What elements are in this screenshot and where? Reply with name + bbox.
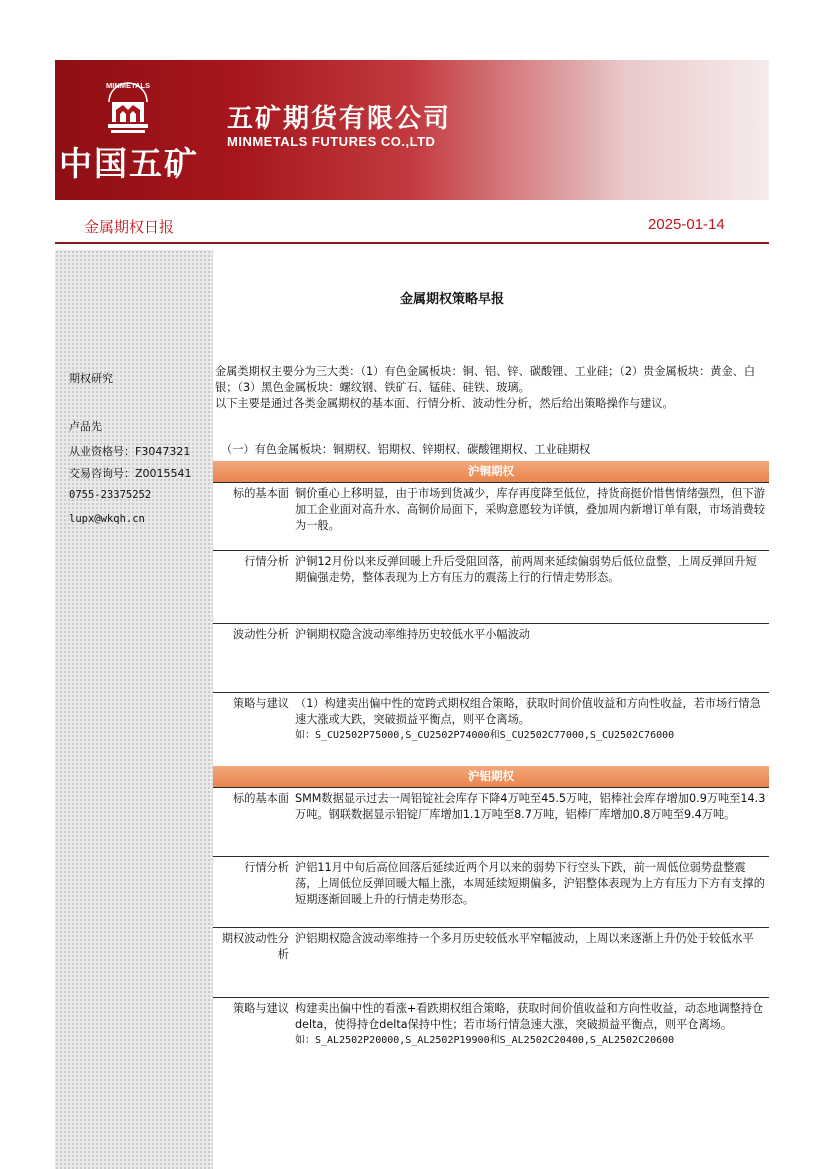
- intro-text: [215, 364, 771, 412]
- row-label: 策略与建议: [233, 697, 289, 710]
- row-text: [295, 1001, 767, 1049]
- intro-paragraph: 金属类期权主要分为三大类：（1）有色金属板块：铜、铝、锌、碳酸锂、工业硅；（2）贵金属板块：黄金、白银；（3）黑色金属板块：螺纹钢、铁矿石、锰硅、硅铁、玻璃。: [215, 365, 756, 394]
- strategy-codes: 如：S_AL2502P20000,S_AL2502P19900和S_AL2502C20400,S_AL2502C20600: [295, 1035, 675, 1046]
- row-text: 铜价重心上移明显，由于市场到货减少，库存再度降至低位，持货商挺价惜售情绪强烈，但下游加工企业面对高升水、高铜价局面下，采购意愿较为详慎，叠加周内新增订单有限，市场消费较为一般。: [295, 487, 765, 532]
- consulting-number: 交易咨询号：Z0015541: [69, 467, 192, 480]
- row-text: 沪铝期权隐含波动率维持一个多月历史较低水平窄幅波动，上周以来逐渐上升仍处于较低水平: [295, 932, 754, 945]
- qualification-number: 从业资格号：F3047321: [69, 445, 191, 458]
- company-name-cn: 五矿期货有限公司: [227, 104, 452, 134]
- report-type: 金属期权日报: [84, 218, 175, 236]
- company-name-en: MINMETALS FUTURES CO.,LTD: [227, 134, 436, 149]
- row-text: 沪铜12月份以来反弹回暖上升后受阻回落，前两周来延续偏弱势后低位盘整，上周反弹回升短期偏强走势，整体表现为上方有压力的震荡上行的行情走势形态。: [295, 555, 757, 584]
- analyst-email[interactable]: lupx@wkqh.cn: [69, 513, 145, 525]
- row-text: 沪铝11月中旬后高位回落后延续近两个月以来的弱势下行空头下跌，前一周低位弱势盘整震荡，上周低位反弹回暖大幅上涨，本周延续短期偏多，沪铝整体表现为上方有压力下方有支撑的短期逐渐回暖上升的行情走势形态。: [295, 861, 765, 906]
- row-label: 标的基本面: [233, 487, 289, 500]
- copper-market-row: [213, 550, 769, 584]
- aluminum-volatility-row: [213, 927, 769, 961]
- research-category: 期权研究: [69, 372, 113, 385]
- row-label: 期权波动性分析: [221, 932, 289, 961]
- row-label: 行情分析: [244, 861, 289, 874]
- report-date: 2025-01-14: [648, 216, 725, 233]
- aluminum-options-header: 沪铝期权: [213, 766, 769, 787]
- copper-volatility-row: [213, 623, 769, 641]
- analyst-sidebar: [55, 250, 213, 1169]
- copper-fundamentals-row: [213, 482, 769, 532]
- aluminum-market-row: [213, 856, 769, 906]
- aluminum-fundamentals-row: [213, 787, 769, 821]
- row-text: 沪铜期权隐含波动率维持历史较低水平小幅波动: [295, 628, 530, 641]
- copper-strategy-row: [213, 692, 769, 741]
- strategy-text: （1）构建卖出偏中性的宽跨式期权组合策略，获取时间价值收益和方向性收益，若市场行情急速大涨或大跌，突破损益平衡点，则平仓离场。: [295, 697, 761, 726]
- row-label: 策略与建议: [233, 1002, 289, 1015]
- header-banner: [55, 60, 769, 200]
- strategy-codes: 如：S_CU2502P75000,S_CU2502P74000和S_CU2502C77000,S_CU2502C76000: [295, 730, 675, 741]
- row-label: 标的基本面: [233, 792, 289, 805]
- row-label: 波动性分析: [233, 628, 289, 641]
- minmetals-logo-icon: [99, 74, 157, 134]
- brand-name: 中国五矿: [59, 144, 199, 183]
- document-title: 金属期权策略早报: [400, 292, 505, 307]
- intro-paragraph: 以下主要是通过各类金属期权的基本面、行情分析、波动性分析，然后给出策略操作与建议。: [215, 397, 674, 410]
- row-text: [295, 696, 767, 744]
- analyst-phone: 0755-23375252: [69, 489, 152, 501]
- section-heading: （一）有色金属板块：铜期权、铝期权、锌期权、碳酸锂期权、工业硅期权: [221, 443, 591, 456]
- row-text: SMM数据显示过去一周铝锭社会库存下降4万吨至45.5万吨，铝棒社会库存增加0.9万吨至14.3万吨。钢联数据显示铝锭厂库增加1.1万吨至8.7万吨，铝棒厂库增加0.8万吨至9.4万吨。: [295, 792, 766, 821]
- aluminum-strategy-row: [213, 997, 769, 1046]
- strategy-text: 构建卖出偏中性的看涨+看跌期权组合策略，获取时间价值收益和方向性收益，动态地调整持仓delta，使得持仓delta保持中性；若市场行情急速大涨，突破损益平衡点，则平仓离场。: [295, 1002, 764, 1031]
- copper-options-header: 沪铜期权: [213, 461, 769, 482]
- header-divider: [55, 242, 769, 244]
- analyst-name: 卢品先: [69, 420, 102, 433]
- row-label: 行情分析: [244, 555, 289, 568]
- logo-text: MINMETALS: [105, 81, 151, 90]
